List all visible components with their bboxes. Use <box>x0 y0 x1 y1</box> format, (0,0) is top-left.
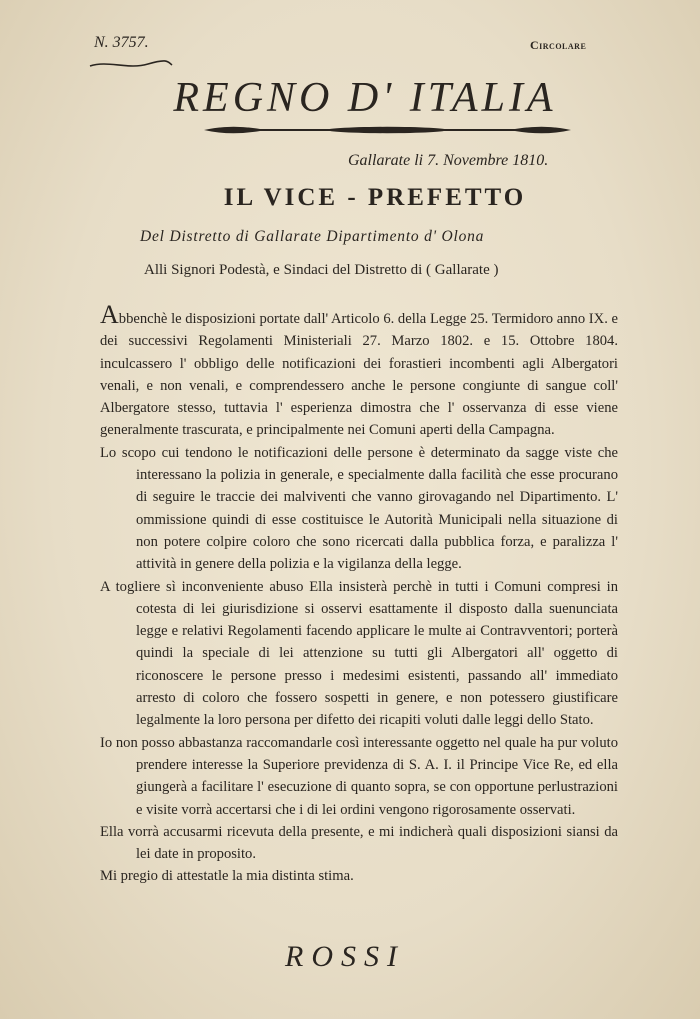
paragraph-4: Io non posso abbastanza raccomandarle così interessante oggetto nel quale ha pur voluto prendere interesse la Superiore previdenza di S. A. I. il Principe Vice Re, ed ella giungerà a facilitare l' esecuzione di quanto sopra, se con opportune perlustrazioni e visite vorrà accertarsi che i di lei ordini vengono rigorosamente osservati. <box>100 734 618 818</box>
number-flourish <box>88 58 174 72</box>
circular-number: N. 3757. <box>94 34 149 51</box>
signature: ROSSI <box>285 940 405 973</box>
document-title: REGNO D' ITALIA <box>173 75 557 121</box>
sender-title: IL VICE - PREFETTO <box>223 184 527 211</box>
paragraph-5: Ella vorrà accusarmi ricevuta della presente, e mi indicherà quali disposizioni siansi da lei date in proposito. <box>100 823 618 863</box>
paragraph-6: Mi pregio di attestatle la mia distinta stima. <box>100 868 354 885</box>
recipients-line: Alli Signori Podestà, e Sindaci del Distretto di ( Gallarate ) <box>144 262 499 278</box>
district-line: Del Distretto di Gallarate Dipartimento d' Olona <box>140 228 485 245</box>
title-ornament <box>200 122 575 138</box>
letter-body <box>100 300 618 888</box>
paragraph-3: A togliere sì inconveniente abuso Ella insisterà perchè in tutti i Comuni compresi in cotesta di lei giurisdizione si osservi esattamente il disposto dalla suenunciata legge e relativi Regolamenti facendo applicare le multe ai Contravventori; porterà quindi la speciale di lei attenzione su tutti gli Albergatori all' oggetto di riconoscere le persone presso i medesimi esistenti, passando all' immediato arresto di coloro che fossero sospetti in genere, e non potessero giustificare legalmente la loro persona per difetto dei ricapiti voluti dalle leggi dello Stato. <box>100 578 618 729</box>
paragraph-1-text: bbenchè le disposizioni portate dall' Articolo 6. della Legge 25. Termidoro anno IX. e dei successivi Regolamenti Ministeriali 27. Marzo 1802. e 15. Ottobre 1804. inculcassero l' obbligo delle notificazioni dei forastieri incombenti agli Albergatori venali, e non venali, e comprendessero anche le persone congiunte di sangue coll' Albergatore stesso, tuttavia l' esperienza dimostra che l' osservanza di esse viene generalmente trascurata, e principalmente nei Comuni aperti della Campagna. <box>100 311 618 439</box>
paragraph-1 <box>100 300 618 442</box>
circular-label: Circolare <box>530 38 587 52</box>
document-date: Gallarate li 7. Novembre 1810. <box>348 152 549 169</box>
paragraph-2: Lo scopo cui tendono le notificazioni delle persone è determinato da sagge viste che interessano la polizia in generale, e specialmente dalla facilità che esse procurano di seguire le traccie dei malviventi che vanno girovagando nel Dipartimento. L' ommissione quindi di esse costituisce le Autorità Municipali nella situazione di non potere colpire coloro che sono ricercati dalla pubblica forza, e paralizza l' attività in genere della polizia e la vigilanza della legge. <box>100 444 618 573</box>
initial-letter: A <box>100 300 119 329</box>
